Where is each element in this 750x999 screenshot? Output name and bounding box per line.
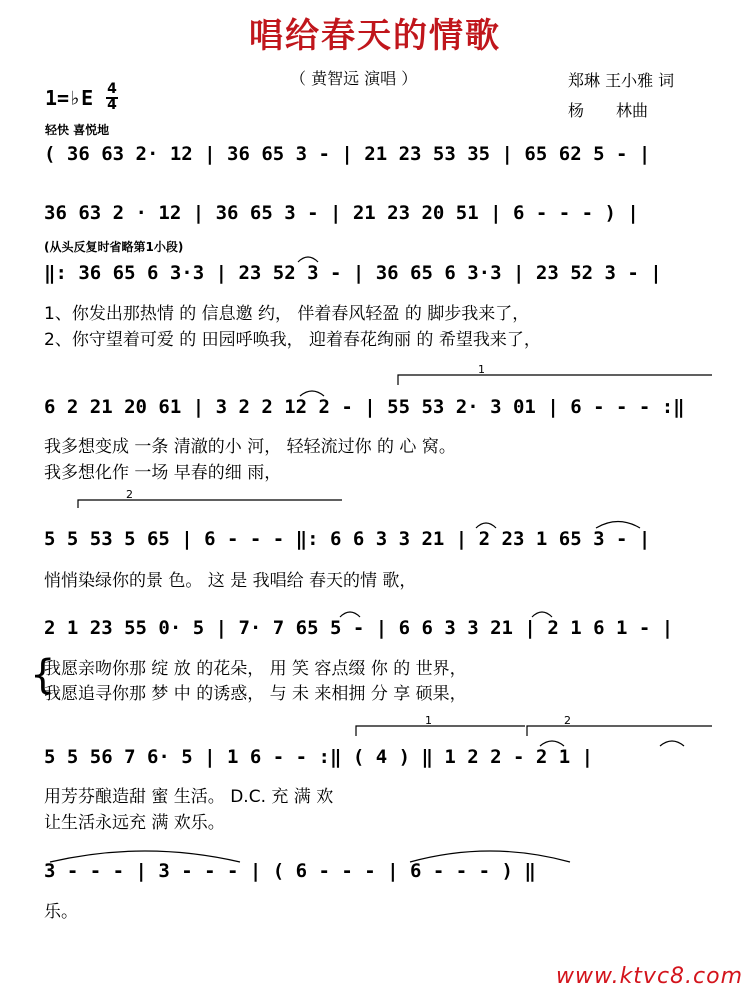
volta-label-2: 2 — [564, 714, 571, 727]
lyric-brace: { — [30, 652, 56, 698]
notation-line-7: 5 5 56 7 6· 5 | 1 6 - - :‖ ( 4 ) ‖ 1 2 2 - 2 1 | — [44, 746, 594, 768]
notation-line-6: 2 1 23 55 0· 5 | 7· 7 65 5 - | 6 6 3 3 21 | 2 1 6 1 - | — [44, 617, 674, 639]
repeat-instruction: (从头反复时省略第1小段) — [44, 240, 184, 254]
tempo-marking: 轻快 喜悦地 — [45, 123, 110, 137]
slur-mark — [596, 522, 640, 529]
tie-mark — [660, 741, 684, 746]
volta-label-1: 1 — [478, 363, 485, 376]
time-sig-top: 4 — [107, 81, 117, 97]
volta-bracket-2 — [527, 726, 712, 736]
tie-mark — [340, 612, 360, 617]
lyric-line-5a: 悄悄染绿你的景 色。 这 是 我唱给 春天的情 歌， — [44, 571, 417, 591]
volta-label-2: 2 — [126, 488, 133, 501]
notation-line-5: 5 5 53 5 65 | 6 - - - ‖: 6 6 3 3 21 | 2 23 1 65 3 - | — [44, 528, 651, 550]
time-sig-bottom: 4 — [107, 97, 117, 113]
lyric-line-7b: 让生活永远充 满 欢乐。 — [44, 813, 225, 833]
lyric-line-7a: 用芳芬酿造甜 蜜 生活。 D.C. 充 满 欢 — [44, 787, 334, 807]
lyric-line-4a: 我多想变成 一条 清澈的小 河， 轻轻流过你 的 心 窝。 — [44, 437, 456, 457]
tie-mark — [540, 741, 564, 746]
lyric-line-8a: 乐。 — [44, 902, 78, 922]
volta-bracket-1 — [356, 726, 525, 736]
notation-line-1: ( 36 63 2· 12 | 36 65 3 - | 21 23 53 35 | 65 62 5 - | — [44, 143, 651, 165]
lyric-line-3b: 2、你守望着可爱 的 田园呼唤我， 迎着春花绚丽 的 希望我来了， — [44, 330, 541, 350]
volta-bracket-2 — [78, 500, 342, 508]
tie-mark — [50, 851, 240, 862]
notation-line-8: 3 - - - | 3 - - - | ( 6 - - - | 6 - - - ) ‖ — [44, 860, 536, 882]
notation-line-3: ‖: 36 65 6 3·3 | 23 52 3 - | 36 65 6 3·3 | 23 52 3 - | — [44, 262, 662, 284]
tie-mark — [300, 391, 324, 396]
composer-credit: 杨 林曲 — [568, 101, 649, 120]
volta-bracket-1 — [398, 375, 712, 385]
tie-mark — [532, 612, 552, 617]
lyric-line-3a: 1、你发出那热情 的 信息邀 约， 伴着春风轻盈 的 脚步我来了， — [44, 304, 530, 324]
tie-mark — [410, 851, 570, 862]
song-title: 唱给春天的情歌 — [249, 16, 501, 56]
volta-label-1: 1 — [425, 714, 432, 727]
tie-mark — [476, 523, 496, 528]
tie-mark — [298, 257, 318, 262]
site-watermark: www.ktvc8.com — [556, 964, 744, 989]
key-signature: 1=♭E — [45, 86, 94, 110]
notation-line-2: 36 63 2 · 12 | 36 65 3 - | 21 23 20 51 | 6 - - - ) | — [44, 202, 639, 224]
lyric-line-4b: 我多想化作 一场 早春的细 雨， — [44, 463, 282, 483]
lyricist-credit: 郑琳 王小雅 词 — [568, 71, 675, 90]
notation-line-4: 6 2 21 20 61 | 3 2 2 12 2 - | 55 53 2· 3 01 | 6 - - - :‖ — [44, 396, 685, 418]
performer-subtitle: （ 黄智远 演唱 ） — [290, 69, 418, 88]
lyric-line-6b: 我愿追寻你那 梦 中 的诱惑， 与 未 来相拥 分 享 硕果， — [44, 684, 467, 704]
lyric-line-6a: 我愿亲吻你那 绽 放 的花朵， 用 笑 容点缀 你 的 世界， — [44, 659, 467, 679]
